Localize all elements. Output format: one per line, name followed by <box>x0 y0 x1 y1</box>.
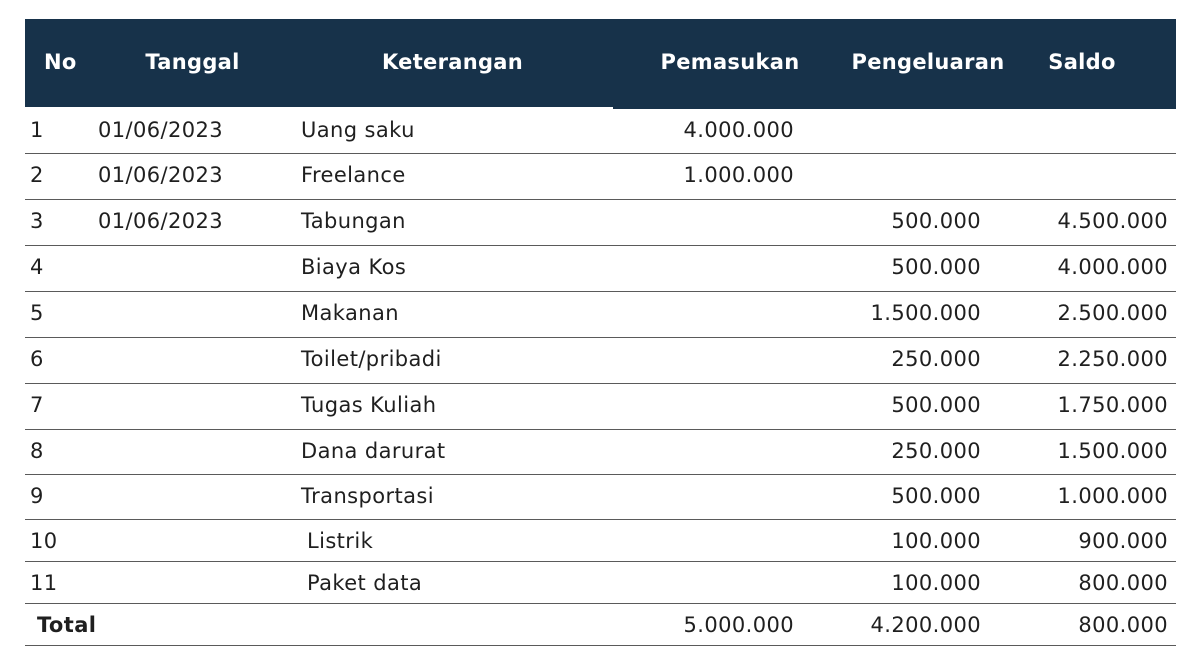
cell-no: 5 <box>30 301 44 325</box>
cell-keterangan: Biaya Kos <box>301 255 407 279</box>
table-row <box>25 384 1176 430</box>
table-row <box>25 292 1176 338</box>
cell-pengeluaran: 100.000 <box>891 529 981 553</box>
table-row <box>25 475 1176 520</box>
cell-no: 2 <box>30 163 44 187</box>
cell-saldo: 1.750.000 <box>1057 393 1168 417</box>
cell-no: 1 <box>30 118 44 142</box>
cell-saldo: 2.250.000 <box>1057 347 1168 371</box>
cell-pengeluaran: 500.000 <box>891 393 981 417</box>
table-row <box>25 109 1176 154</box>
ledger-table <box>25 19 1176 646</box>
table-row <box>25 562 1176 604</box>
header-tanggal: Tanggal <box>145 50 240 74</box>
cell-no: 6 <box>30 347 44 371</box>
header-pemasukan: Pemasukan <box>660 50 800 74</box>
cell-no: 10 <box>30 529 58 553</box>
cell-pengeluaran: 1.500.000 <box>870 301 981 325</box>
cell-keterangan: Tabungan <box>301 209 406 233</box>
cell-saldo: 1.000.000 <box>1057 484 1168 508</box>
cell-keterangan: Transportasi <box>301 484 434 508</box>
cell-pemasukan: 4.000.000 <box>683 118 794 142</box>
header-saldo: Saldo <box>1048 50 1116 74</box>
cell-pengeluaran: 500.000 <box>891 209 981 233</box>
cell-keterangan: Toilet/pribadi <box>301 347 442 371</box>
cell-keterangan: Paket data <box>307 571 423 595</box>
cell-saldo: 2.500.000 <box>1057 301 1168 325</box>
table-row <box>25 154 1176 200</box>
cell-pemasukan: 1.000.000 <box>683 163 794 187</box>
cell-keterangan: Listrik <box>307 529 374 553</box>
cell-saldo: 4.500.000 <box>1057 209 1168 233</box>
cell-keterangan: Makanan <box>301 301 399 325</box>
cell-keterangan: Dana darurat <box>301 439 446 463</box>
cell-pengeluaran: 250.000 <box>891 347 981 371</box>
cell-no: 8 <box>30 439 44 463</box>
cell-pengeluaran: 100.000 <box>891 571 981 595</box>
total-saldo: 800.000 <box>1078 613 1168 637</box>
cell-tanggal: 01/06/2023 <box>98 163 224 187</box>
cell-keterangan: Tugas Kuliah <box>301 393 437 417</box>
cell-pengeluaran: 500.000 <box>891 255 981 279</box>
header-keterangan: Keterangan <box>381 50 524 74</box>
table-row <box>25 430 1176 475</box>
cell-keterangan: Freelance <box>301 163 406 187</box>
cell-no: 3 <box>30 209 44 233</box>
cell-saldo: 900.000 <box>1078 529 1168 553</box>
table-header <box>25 19 1176 109</box>
header-pengeluaran: Pengeluaran <box>851 50 1005 74</box>
table-row <box>25 200 1176 246</box>
cell-saldo: 1.500.000 <box>1057 439 1168 463</box>
table-row <box>25 338 1176 384</box>
total-label: Total <box>37 613 97 637</box>
table-row <box>25 246 1176 292</box>
cell-tanggal: 01/06/2023 <box>98 118 224 142</box>
cell-no: 11 <box>30 571 58 595</box>
cell-pengeluaran: 500.000 <box>891 484 981 508</box>
header-no: No <box>44 50 77 74</box>
total-row <box>25 604 1176 646</box>
cell-no: 7 <box>30 393 44 417</box>
cell-tanggal: 01/06/2023 <box>98 209 224 233</box>
table-row <box>25 520 1176 562</box>
total-pemasukan: 5.000.000 <box>683 613 794 637</box>
cell-saldo: 800.000 <box>1078 571 1168 595</box>
cell-no: 4 <box>30 255 44 279</box>
cell-saldo: 4.000.000 <box>1057 255 1168 279</box>
cell-pengeluaran: 250.000 <box>891 439 981 463</box>
total-pengeluaran: 4.200.000 <box>870 613 981 637</box>
cell-keterangan: Uang saku <box>301 118 415 142</box>
cell-no: 9 <box>30 484 44 508</box>
